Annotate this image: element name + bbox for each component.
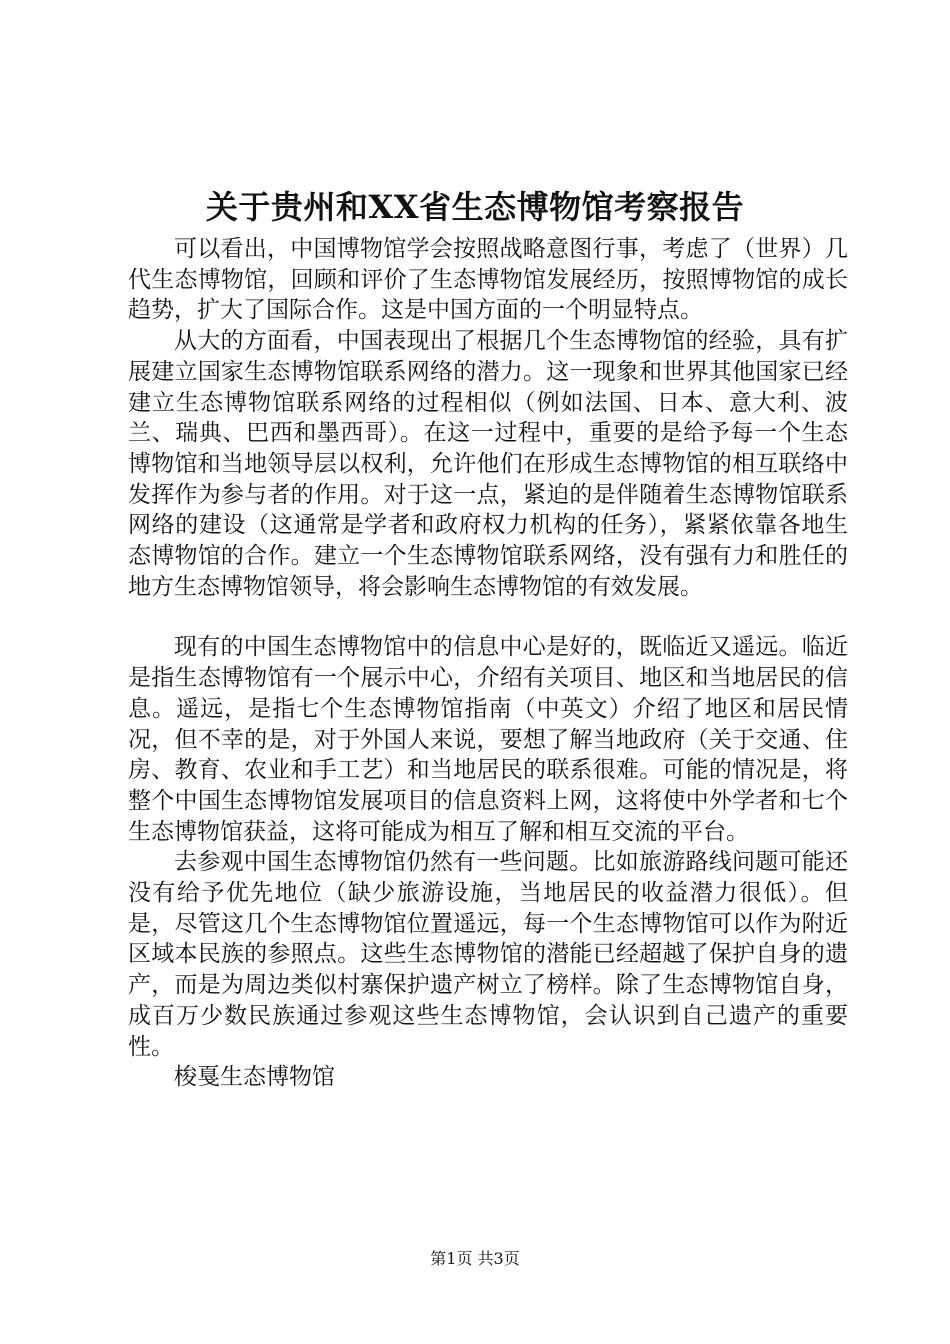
section-heading: 梭戛生态博物馆 (174, 1064, 335, 1091)
paragraph-2: 从大的方面看，中国表现出了根据几个生态博物馆的经验，具有扩展建立国家生态博物馆联系网络的潜力。这一现象和世界其他国家已经建立生态博物馆联系网络的过程相似（例如法国、日本、意大利、波兰、瑞典、巴西和墨西哥）。在这一过程中，重要的是给予每一个生态博物馆和当地领导层以权利，允许他们在形成生态博物馆的相互联络中发挥作为参与者的作用。对于这一点，紧迫的是伴随着生态博物馆联系网络的建设（这通常是学者和政府权力机构的任务），紧紧依靠各地生态博物馆的合作。建立一个生态博物馆联系网络，没有强有力和胜任的地方生态博物馆领导，将会影响生态博物馆的有效发展。 (128, 328, 848, 600)
paragraph-4: 去参观中国生态博物馆仍然有一些问题。比如旅游路线问题可能还没有给予优先地位（缺少旅游设施，当地居民的收益潜力很低）。但是，尽管这几个生态博物馆位置遥远，每一个生态博物馆可以作为附近区域本民族的参照点。这些生态博物馆的潜能已经超越了保护自身的遗产，而是为周边类似村寨保护遗产树立了榜样。除了生态博物馆自身，成百万少数民族通过参观这些生态博物馆，会认识到自己遗产的重要性。 (128, 849, 848, 1060)
document-body (128, 234, 848, 1093)
page-number-footer: 第1页 共3页 (430, 1249, 520, 1268)
paragraph-3: 现有的中国生态博物馆中的信息中心是好的，既临近又遥远。临近是指生态博物馆有一个展示中心，介绍有关项目、地区和当地居民的信息。遥远，是指七个生态博物馆指南（中英文）介绍了地区和居民情况，但不幸的是，对于外国人来说，要想了解当地政府（关于交通、住房、教育、农业和手工艺）和当地居民的联系很难。可能的情况是，将整个中国生态博物馆发展项目的信息资料上网，这将使中外学者和七个生态博物馆获益，这将可能成为相互了解和相互交流的平台。 (128, 634, 848, 845)
paragraph-1: 可以看出，中国博物馆学会按照战略意图行事，考虑了（世界）几代生态博物馆，回顾和评价了生态博物馆发展经历，按照博物馆的成长趋势，扩大了国际合作。这是中国方面的一个明显特点。 (128, 236, 848, 324)
document-title: 关于贵州和XX省生态博物馆考察报告 (205, 188, 745, 226)
